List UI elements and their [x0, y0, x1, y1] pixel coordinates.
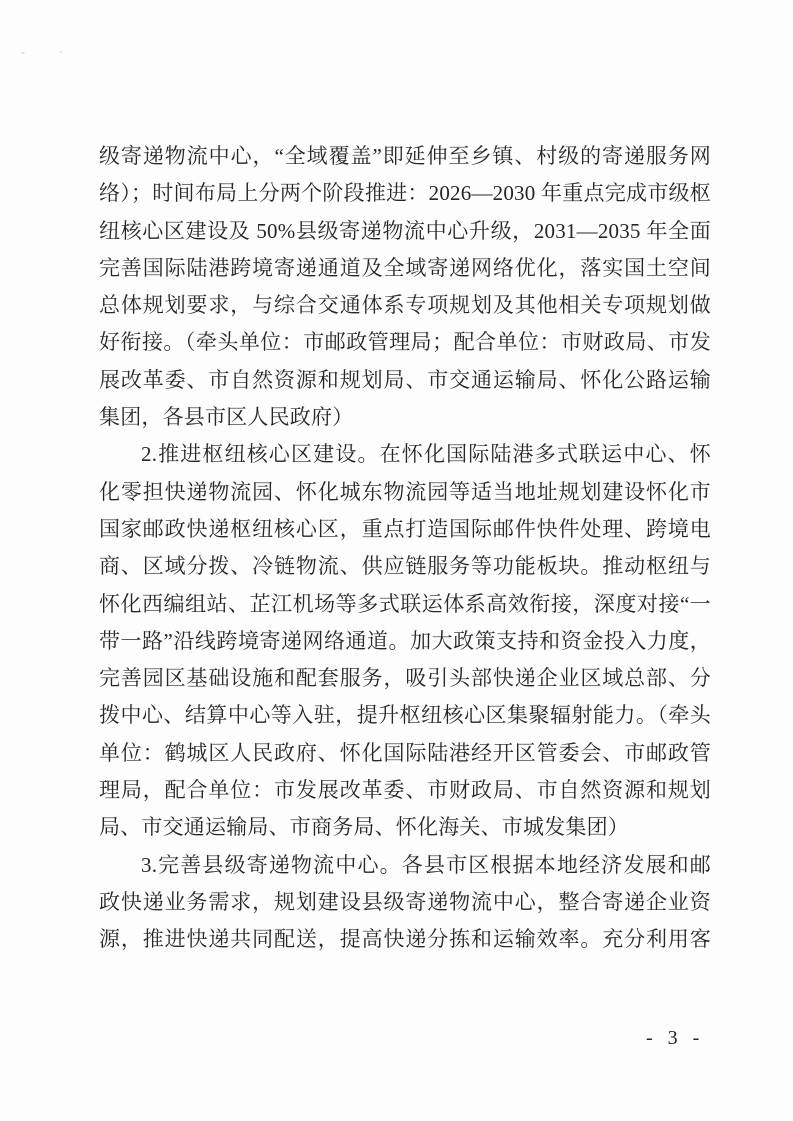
- scan-artifact: [21, 52, 25, 54]
- document-line: 络）；时间布局上分两个阶段推进：2026—2030 年重点完成市级枢: [99, 181, 711, 206]
- document-line: 总体规划要求，与综合交通体系专项规划及其他相关专项规划做: [99, 293, 711, 318]
- document-line: 源，推进快递共同配送，提高快递分拣和运输效率。充分利用客: [99, 927, 711, 952]
- document-line: 完善国际陆港跨境寄递通道及全域寄递网络优化，落实国土空间: [99, 255, 711, 280]
- document-line: 集团，各县市区人民政府）: [99, 405, 354, 430]
- document-line: 国家邮政快递枢纽核心区，重点打造国际邮件快件处理、跨境电: [99, 516, 711, 541]
- document-line: 带一路”沿线跨境寄递网络通道。加大政策支持和资金投入力度，: [99, 628, 711, 653]
- document-line: 3.完善县级寄递物流中心。各县市区根据本地经济发展和邮: [141, 852, 711, 877]
- document-line: 2.推进枢纽核心区建设。在怀化国际陆港多式联运中心、怀: [141, 442, 711, 467]
- page-number: - 3 -: [646, 1027, 705, 1049]
- document-line: 单位：鹤城区人民政府、怀化国际陆港经开区管委会、市邮政管: [99, 740, 711, 765]
- document-line: 级寄递物流中心，“全域覆盖”即延伸至乡镇、村级的寄递服务网: [99, 144, 711, 168]
- document-line: 商、区域分拨、冷链物流、供应链服务等功能板块。推动枢纽与: [99, 554, 711, 579]
- paragraph-network-two-stage-plan: [99, 138, 711, 436]
- paragraph-3-county-level-delivery-centers: [99, 847, 711, 959]
- document-line: 完善园区基础设施和配套服务，吸引头部快递企业区域总部、分: [99, 666, 711, 691]
- document-line: 化零担快递物流园、怀化城东物流园等适当地址规划建设怀化市: [99, 479, 711, 504]
- document-line: 理局，配合单位：市发展改革委、市财政局、市自然资源和规划: [99, 778, 711, 803]
- paragraph-2-hub-core-area-construction: [99, 436, 711, 846]
- document-line: 政快递业务需求，规划建设县级寄递物流中心，整合寄递企业资: [99, 889, 711, 914]
- scan-artifact: [59, 51, 62, 53]
- document-line: 拨中心、结算中心等入驻，提升枢纽核心区集聚辐射能力。（牵头: [99, 703, 711, 728]
- document-line: 纽核心区建设及 50%县级寄递物流中心升级，2031—2035 年全面: [99, 218, 711, 243]
- document-line: 局、市交通运输局、市商务局、怀化海关、市城发集团）: [99, 815, 629, 840]
- document-body: [99, 138, 711, 959]
- document-line: 展改革委、市自然资源和规划局、市交通运输局、怀化公路运输: [99, 367, 711, 392]
- document-line: 怀化西编组站、芷江机场等多式联运体系高效衔接，深度对接“一: [99, 591, 711, 616]
- document-line: 好衔接。（牵头单位：市邮政管理局；配合单位：市财政局、市发: [99, 330, 711, 355]
